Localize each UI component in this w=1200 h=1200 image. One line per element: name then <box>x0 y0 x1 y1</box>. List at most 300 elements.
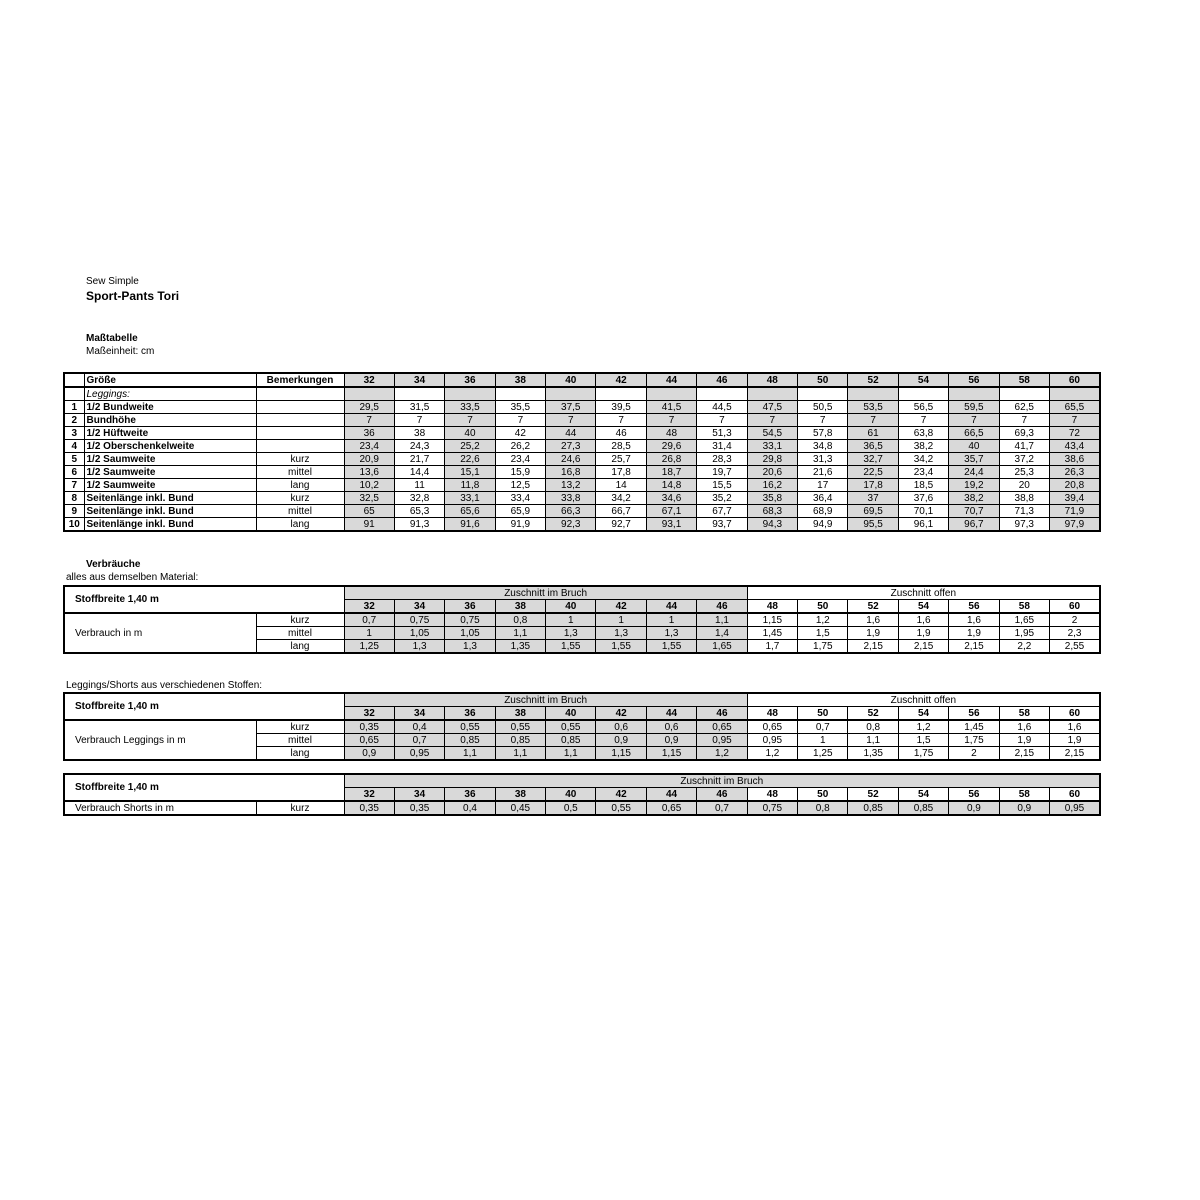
measurement-value: 92,7 <box>596 518 646 532</box>
remark-cell <box>256 387 344 401</box>
measurement-remark: kurz <box>256 453 344 466</box>
consumption-remark: lang <box>256 747 344 761</box>
measurement-value: 93,1 <box>646 518 696 532</box>
measurement-value: 44,5 <box>697 401 747 414</box>
measurement-value: 65 <box>344 505 394 518</box>
measurement-value: 19,7 <box>697 466 747 479</box>
table-row <box>64 427 1100 440</box>
measurement-value: 20,6 <box>747 466 797 479</box>
measurement-value: 7 <box>949 414 999 427</box>
measurement-value: 91 <box>344 518 394 532</box>
measurement-value: 40 <box>949 440 999 453</box>
measurement-value: 70,7 <box>949 505 999 518</box>
group-fold-header: Zuschnitt im Bruch <box>344 693 747 707</box>
size-column-header: 52 <box>848 707 898 721</box>
measurement-remark: lang <box>256 479 344 492</box>
size-column-header: 32 <box>344 788 394 802</box>
measurement-value: 37 <box>848 492 898 505</box>
table-row <box>64 414 1100 427</box>
measurement-value: 15,5 <box>697 479 747 492</box>
measurement-value: 35,8 <box>747 492 797 505</box>
measurement-value: 7 <box>848 414 898 427</box>
consumption-value: 2,15 <box>898 640 948 654</box>
measurement-value: 36,5 <box>848 440 898 453</box>
measurement-value: 67,7 <box>697 505 747 518</box>
consumption-value: 1,4 <box>697 627 747 640</box>
consumption-value: 1,05 <box>394 627 444 640</box>
measurement-value: 94,9 <box>798 518 848 532</box>
row-number: 10 <box>64 518 84 532</box>
consumption-value: 1,2 <box>898 720 948 734</box>
measurement-value: 69,3 <box>999 427 1049 440</box>
consumption-value: 1,65 <box>697 640 747 654</box>
value-cell <box>848 387 898 401</box>
size-column-header: 34 <box>394 600 444 614</box>
measurement-value: 29,6 <box>646 440 696 453</box>
size-header: Größe <box>84 373 256 387</box>
measurement-value: 36,4 <box>798 492 848 505</box>
group-open-header: Zuschnitt offen <box>747 586 1100 600</box>
measurement-value: 17,8 <box>596 466 646 479</box>
consumption-value: 1,5 <box>798 627 848 640</box>
measurement-remark <box>256 414 344 427</box>
measurement-value: 31,5 <box>394 401 444 414</box>
measurement-value: 92,3 <box>546 518 596 532</box>
value-cell <box>1049 387 1099 401</box>
measurement-name: Seitenlänge inkl. Bund <box>84 505 256 518</box>
consumption-value: 0,95 <box>394 747 444 761</box>
measurement-name: Bundhöhe <box>84 414 256 427</box>
size-column-header: 60 <box>1049 373 1099 387</box>
measurement-name: 1/2 Bundweite <box>84 401 256 414</box>
measurement-value: 41,7 <box>999 440 1049 453</box>
measurement-value: 62,5 <box>999 401 1049 414</box>
measurement-value: 23,4 <box>495 453 545 466</box>
size-column-header: 50 <box>798 600 848 614</box>
remarks-header: Bemerkungen <box>256 373 344 387</box>
measurement-value: 36 <box>344 427 394 440</box>
consumption-value: 0,8 <box>495 613 545 627</box>
consumption-value: 0,65 <box>747 720 797 734</box>
consumption-value: 1,1 <box>495 747 545 761</box>
size-column-header: 54 <box>898 600 948 614</box>
measurement-name: Seitenlänge inkl. Bund <box>84 492 256 505</box>
consumption-value: 0,65 <box>344 734 394 747</box>
row-number: 7 <box>64 479 84 492</box>
consumption-value: 0,55 <box>546 720 596 734</box>
measurement-value: 32,5 <box>344 492 394 505</box>
consumption-value: 1,3 <box>646 627 696 640</box>
consumption-label: Verbrauch Leggings in m <box>64 720 256 760</box>
value-cell <box>798 387 848 401</box>
measurement-value: 13,2 <box>546 479 596 492</box>
size-column-header: 52 <box>848 600 898 614</box>
measurement-value: 34,8 <box>798 440 848 453</box>
measurement-name: 1/2 Saumweite <box>84 479 256 492</box>
consumption-value: 1 <box>798 734 848 747</box>
measurement-value: 10,2 <box>344 479 394 492</box>
size-column-header: 40 <box>546 707 596 721</box>
size-column-header: 54 <box>898 788 948 802</box>
value-cell <box>697 387 747 401</box>
measurement-value: 66,7 <box>596 505 646 518</box>
measurement-value: 39,5 <box>596 401 646 414</box>
consumption-value: 0,9 <box>344 747 394 761</box>
measurement-value: 18,7 <box>646 466 696 479</box>
measurement-value: 15,9 <box>495 466 545 479</box>
consumption-value: 0,35 <box>344 720 394 734</box>
size-column-header: 50 <box>798 707 848 721</box>
consumption-value: 0,85 <box>495 734 545 747</box>
value-cell <box>646 387 696 401</box>
consumption-value: 1,6 <box>898 613 948 627</box>
consumption-value: 1,9 <box>898 627 948 640</box>
consumption-value: 0,7 <box>344 613 394 627</box>
measurement-value: 24,3 <box>394 440 444 453</box>
measure-unit: Maßeinheit: cm <box>86 346 155 357</box>
measurement-remark: lang <box>256 518 344 532</box>
size-column-header: 60 <box>1050 600 1100 614</box>
row-number: 1 <box>64 401 84 414</box>
consumption-value: 1,75 <box>949 734 999 747</box>
measurement-value: 28,5 <box>596 440 646 453</box>
consumption-value: 1 <box>344 627 394 640</box>
size-column-header: 40 <box>546 788 596 802</box>
size-column-header: 56 <box>949 788 999 802</box>
consumption-value: 2,3 <box>1050 627 1100 640</box>
consumption-value: 1,1 <box>546 747 596 761</box>
size-column-header: 58 <box>999 707 1049 721</box>
consumption-value: 0,7 <box>798 720 848 734</box>
measurement-value: 96,7 <box>949 518 999 532</box>
measurement-value: 97,3 <box>999 518 1049 532</box>
size-column-header: 44 <box>646 600 696 614</box>
measurement-value: 7 <box>546 414 596 427</box>
measurement-value: 7 <box>596 414 646 427</box>
measurement-value: 68,9 <box>798 505 848 518</box>
consumption-value: 1,35 <box>848 747 898 761</box>
consumption-value: 2,15 <box>999 747 1049 761</box>
consumption-value: 1,35 <box>495 640 545 654</box>
consumption-value: 1,75 <box>898 747 948 761</box>
mixed-table <box>63 692 1101 761</box>
size-column-header: 46 <box>697 788 747 802</box>
measurement-value: 37,6 <box>898 492 948 505</box>
measurement-value: 57,8 <box>798 427 848 440</box>
measurement-name: Seitenlänge inkl. Bund <box>84 518 256 532</box>
consumption-value: 1,3 <box>546 627 596 640</box>
consumption-value: 0,85 <box>445 734 495 747</box>
size-column-header: 52 <box>848 788 898 802</box>
value-cell <box>546 387 596 401</box>
measurement-value: 29,5 <box>344 401 394 414</box>
size-column-header: 60 <box>1049 788 1100 802</box>
consumption-table <box>63 585 1101 654</box>
consumption-value: 1,1 <box>848 734 898 747</box>
size-column-header: 60 <box>1050 707 1100 721</box>
measurement-value: 33,1 <box>747 440 797 453</box>
size-column-header: 48 <box>747 373 797 387</box>
size-column-header: 48 <box>747 788 797 802</box>
row-number: 4 <box>64 440 84 453</box>
size-column-header: 32 <box>344 600 394 614</box>
measurement-value: 23,4 <box>344 440 394 453</box>
size-column-header: 38 <box>495 788 545 802</box>
measurement-value: 65,5 <box>1049 401 1099 414</box>
measurement-value: 38,2 <box>898 440 948 453</box>
consumption-value: 0,45 <box>495 801 545 815</box>
consumption-value: 1,6 <box>1050 720 1100 734</box>
size-column-header: 42 <box>596 707 646 721</box>
consumption-value: 0,8 <box>848 720 898 734</box>
consumption-value: 2 <box>949 747 999 761</box>
measurement-value: 66,3 <box>546 505 596 518</box>
consumption-value: 0,9 <box>646 734 696 747</box>
measurement-value: 14 <box>596 479 646 492</box>
consumption-value: 0,6 <box>646 720 696 734</box>
measurement-value: 20 <box>999 479 1049 492</box>
measurement-value: 16,2 <box>747 479 797 492</box>
measurement-value: 7 <box>344 414 394 427</box>
consumption-remark: kurz <box>256 720 344 734</box>
consumption-value: 0,85 <box>898 801 948 815</box>
consumption-value: 0,75 <box>445 613 495 627</box>
consumption-value: 0,4 <box>445 801 495 815</box>
consumption-value: 1,45 <box>747 627 797 640</box>
measurement-value: 34,6 <box>646 492 696 505</box>
measurement-value: 40 <box>445 427 495 440</box>
measurement-name: 1/2 Saumweite <box>84 453 256 466</box>
row-number-header <box>64 373 84 387</box>
consumption-value: 1,9 <box>949 627 999 640</box>
measurement-value: 38,2 <box>949 492 999 505</box>
measurement-value: 33,8 <box>546 492 596 505</box>
measurement-value: 17 <box>798 479 848 492</box>
consumption-value: 0,55 <box>495 720 545 734</box>
size-column-header: 32 <box>344 707 394 721</box>
size-column-header: 56 <box>949 707 999 721</box>
measurement-value: 71,3 <box>999 505 1049 518</box>
size-column-header: 38 <box>495 707 545 721</box>
size-column-header: 56 <box>949 373 999 387</box>
consumption-value: 1,45 <box>949 720 999 734</box>
measurement-value: 17,8 <box>848 479 898 492</box>
consumption-value: 0,55 <box>445 720 495 734</box>
row-number: 3 <box>64 427 84 440</box>
shorts-table <box>63 773 1101 816</box>
measurement-value: 33,4 <box>495 492 545 505</box>
measurement-value: 71,9 <box>1049 505 1099 518</box>
group-fold-header: Zuschnitt im Bruch <box>344 774 1100 788</box>
consumption-value: 0,8 <box>798 801 848 815</box>
consumption-value: 1,65 <box>999 613 1049 627</box>
measurement-value: 67,1 <box>646 505 696 518</box>
measurement-value: 37,5 <box>546 401 596 414</box>
measurement-name: 1/2 Saumweite <box>84 466 256 479</box>
value-cell <box>445 387 495 401</box>
measurement-value: 23,4 <box>898 466 948 479</box>
measurement-remark <box>256 427 344 440</box>
measurement-value: 91,6 <box>445 518 495 532</box>
mixed-subtitle: Leggings/Shorts aus verschiedenen Stoffen: <box>66 680 263 691</box>
consumption-value: 1,1 <box>697 613 747 627</box>
consumption-value: 0,4 <box>394 720 444 734</box>
consumption-value: 1,25 <box>344 640 394 654</box>
consumption-value: 0,95 <box>697 734 747 747</box>
consumption-remark: lang <box>256 640 344 654</box>
measurement-value: 65,6 <box>445 505 495 518</box>
product-title: Sport-Pants Tori <box>86 289 180 303</box>
consumption-value: 1 <box>546 613 596 627</box>
measurement-value: 26,2 <box>495 440 545 453</box>
measurement-value: 48 <box>646 427 696 440</box>
consumption-value: 0,7 <box>697 801 747 815</box>
consumption-value: 2,15 <box>1050 747 1100 761</box>
consumption-value: 1 <box>596 613 646 627</box>
size-column-header: 46 <box>697 707 747 721</box>
value-cell <box>596 387 646 401</box>
measurement-value: 7 <box>495 414 545 427</box>
table-row <box>64 518 1100 532</box>
consumption-value: 1,75 <box>798 640 848 654</box>
consumption-value: 1,5 <box>898 734 948 747</box>
measurement-remark: mittel <box>256 466 344 479</box>
value-cell <box>495 387 545 401</box>
size-column-header: 56 <box>949 600 999 614</box>
measurement-value: 95,5 <box>848 518 898 532</box>
consumption-value: 0,35 <box>394 801 444 815</box>
size-column-header: 46 <box>697 600 747 614</box>
value-cell <box>898 387 948 401</box>
size-column-header: 44 <box>646 788 696 802</box>
measurement-value: 34,2 <box>898 453 948 466</box>
measurement-value: 7 <box>798 414 848 427</box>
consumption-value: 0,9 <box>949 801 999 815</box>
measurement-value: 50,5 <box>798 401 848 414</box>
consumption-value: 0,95 <box>1049 801 1100 815</box>
measurement-value: 25,7 <box>596 453 646 466</box>
measurement-value: 26,8 <box>646 453 696 466</box>
size-column-header: 46 <box>697 373 747 387</box>
size-column-header: 58 <box>999 600 1049 614</box>
size-column-header: 58 <box>999 788 1049 802</box>
measurement-value: 12,5 <box>495 479 545 492</box>
size-column-header: 54 <box>898 373 948 387</box>
value-cell <box>394 387 444 401</box>
table-row <box>64 453 1100 466</box>
consumption-value: 1,55 <box>546 640 596 654</box>
consumption-value: 1,2 <box>697 747 747 761</box>
consumption-value: 1,6 <box>949 613 999 627</box>
consumption-remark: kurz <box>256 801 344 815</box>
measurement-value: 91,3 <box>394 518 444 532</box>
measurement-value: 43,4 <box>1049 440 1099 453</box>
measurement-value: 25,2 <box>445 440 495 453</box>
size-column-header: 44 <box>646 707 696 721</box>
size-column-header: 36 <box>445 788 495 802</box>
measurement-value: 68,3 <box>747 505 797 518</box>
consumption-value: 2 <box>1050 613 1100 627</box>
consumption-value: 0,75 <box>394 613 444 627</box>
consumption-value: 1 <box>646 613 696 627</box>
measurement-value: 25,3 <box>999 466 1049 479</box>
fabric-width-label: Stoffbreite 1,40 m <box>64 586 344 613</box>
size-column-header: 48 <box>747 600 797 614</box>
measurement-value: 7 <box>1049 414 1099 427</box>
consumption-value: 1,15 <box>596 747 646 761</box>
measurement-value: 7 <box>445 414 495 427</box>
size-column-header: 38 <box>495 600 545 614</box>
measurement-value: 7 <box>394 414 444 427</box>
measurement-value: 13,6 <box>344 466 394 479</box>
measurement-value: 14,8 <box>646 479 696 492</box>
measurement-value: 93,7 <box>697 518 747 532</box>
consumption-value: 0,85 <box>546 734 596 747</box>
measurement-value: 7 <box>999 414 1049 427</box>
measurement-value: 35,5 <box>495 401 545 414</box>
consumption-remark: kurz <box>256 613 344 627</box>
measurement-value: 38 <box>394 427 444 440</box>
size-column-header: 38 <box>495 373 545 387</box>
measurement-value: 21,6 <box>798 466 848 479</box>
table-row <box>64 492 1100 505</box>
consumption-value: 1,2 <box>747 747 797 761</box>
consumption-value: 1,1 <box>495 627 545 640</box>
measurement-value: 34,2 <box>596 492 646 505</box>
measurement-value: 27,3 <box>546 440 596 453</box>
measurement-value: 47,5 <box>747 401 797 414</box>
consumption-value: 2,15 <box>848 640 898 654</box>
measurement-value: 7 <box>646 414 696 427</box>
measurement-value: 39,4 <box>1049 492 1099 505</box>
consumption-label: Verbrauch in m <box>64 613 256 653</box>
measurement-remark <box>256 401 344 414</box>
consumption-value: 1,3 <box>596 627 646 640</box>
measurement-value: 14,4 <box>394 466 444 479</box>
measurement-value: 24,4 <box>949 466 999 479</box>
consumption-value: 0,35 <box>344 801 394 815</box>
measurement-value: 22,5 <box>848 466 898 479</box>
measurement-value: 7 <box>697 414 747 427</box>
measure-title: Maßtabelle <box>86 333 138 344</box>
size-column-header: 58 <box>999 373 1049 387</box>
consumption-value: 1,7 <box>747 640 797 654</box>
consumption-remark: mittel <box>256 627 344 640</box>
measurement-value: 41,5 <box>646 401 696 414</box>
table-row <box>64 505 1100 518</box>
measurement-value: 69,5 <box>848 505 898 518</box>
group-fold-header: Zuschnitt im Bruch <box>344 586 747 600</box>
size-column-header: 36 <box>445 600 495 614</box>
consumption-value: 1,6 <box>999 720 1049 734</box>
measurement-value: 15,1 <box>445 466 495 479</box>
measurement-value: 31,4 <box>697 440 747 453</box>
table-row <box>64 401 1100 414</box>
measurement-value: 19,2 <box>949 479 999 492</box>
measurement-value: 16,8 <box>546 466 596 479</box>
consumption-value: 1,1 <box>445 747 495 761</box>
consumption-value: 1,95 <box>999 627 1049 640</box>
size-column-header: 50 <box>798 373 848 387</box>
consumption-value: 0,65 <box>697 720 747 734</box>
consumption-value: 2,55 <box>1050 640 1100 654</box>
measurement-value: 33,1 <box>445 492 495 505</box>
measurement-value: 37,2 <box>999 453 1049 466</box>
table-row <box>64 466 1100 479</box>
measurement-value: 70,1 <box>898 505 948 518</box>
measurement-value: 24,6 <box>546 453 596 466</box>
consumption-value: 0,55 <box>596 801 646 815</box>
